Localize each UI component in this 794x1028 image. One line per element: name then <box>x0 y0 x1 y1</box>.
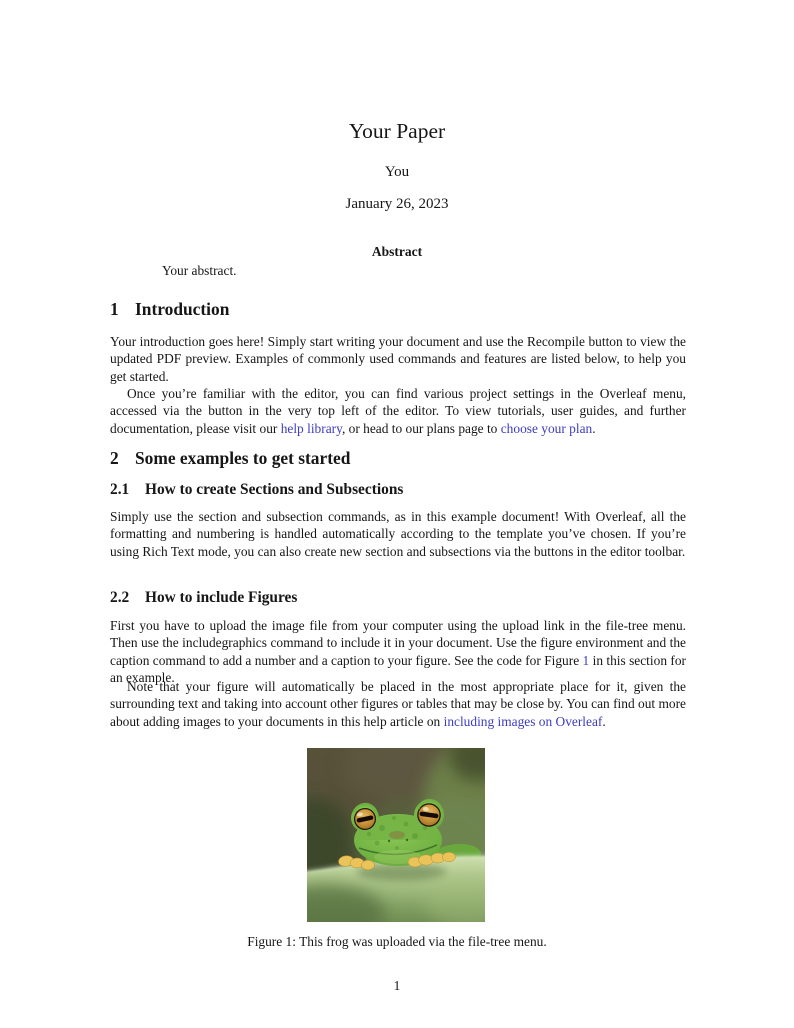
intro-paragraph-2 <box>110 385 686 437</box>
text-segment: in this section for an example. <box>110 652 686 685</box>
text-segment: First you have to upload the image file from your computer using the upload link in the file-tree menu. Then use the includegraphics command to include it in your document. Use the figure environment and the caption command to add a number and a caption to your figure. See the code for Figure <box>110 618 686 668</box>
choose-your-plan-link[interactable]: choose your plan <box>500 420 593 436</box>
section-1-number: 1 <box>110 299 119 319</box>
text-segment: . <box>602 713 606 729</box>
section-2-title: Some examples to get started <box>135 448 351 468</box>
paper-author: You <box>384 164 410 180</box>
including-images-link[interactable]: including images on Overleaf <box>443 713 603 729</box>
section-2-heading <box>110 448 690 469</box>
figure-1-caption: Figure 1: This frog was uploaded via the file-tree menu. <box>247 934 547 949</box>
section-2-number: 2 <box>110 448 119 468</box>
subsection-2-1-number: 2.1 <box>110 481 130 498</box>
abstract-text: Your abstract. <box>162 263 237 278</box>
section-1-title: Introduction <box>135 299 230 319</box>
intro-paragraph-1: Your introduction goes here! Simply start writing your document and use the Recompile button to view the updated PDF preview. Examples of commonly used commands and features are listed below, to help you get started. <box>110 334 686 384</box>
text-segment: Note that your figure will automatically be placed in the most appropriate place for it, given the surrounding text and taking into account other figures or tables that may be close by. You can find out more about adding images to your documents in this help article on <box>110 679 686 729</box>
subsection-2-2-paragraph-1 <box>110 617 686 686</box>
subsection-2-2-title: How to include Figures <box>145 589 298 606</box>
text-segment: , or head to our plans page to <box>341 420 501 436</box>
subsection-2-1-paragraph: Simply use the section and subsection commands, as in this example document! With Overleaf, all the formatting and numbering is handled automatically according to the template you’ve chosen. If you’re using Rich Text mode, you can also create new section and subsections via the buttons in the editor toolbar. <box>110 509 686 559</box>
subsection-2-2-number: 2.2 <box>110 589 130 606</box>
abstract-heading: Abstract <box>371 244 423 259</box>
help-library-link[interactable]: help library <box>280 420 342 436</box>
frog-photo-illustration <box>307 748 485 922</box>
subsection-2-1-heading <box>110 481 690 499</box>
subsection-2-2-paragraph-2 <box>110 678 686 730</box>
figure-1-ref-link[interactable]: 1 <box>582 652 590 668</box>
paper-title: Your Paper <box>348 119 446 143</box>
text-segment: Once you’re familiar with the editor, you can find various project settings in the Overleaf menu, accessed via the button in the very top left of the editor. To view tutorials, user guides, and further documentation, please visit our <box>110 386 686 436</box>
page-number: 1 <box>393 978 401 993</box>
subsection-2-1-title: How to create Sections and Subsections <box>145 481 404 498</box>
paper-date: January 26, 2023 <box>345 196 449 212</box>
figure-1-image <box>307 748 485 922</box>
text-segment: . <box>592 420 596 436</box>
section-1-heading <box>110 299 690 320</box>
subsection-2-2-heading <box>110 589 690 607</box>
